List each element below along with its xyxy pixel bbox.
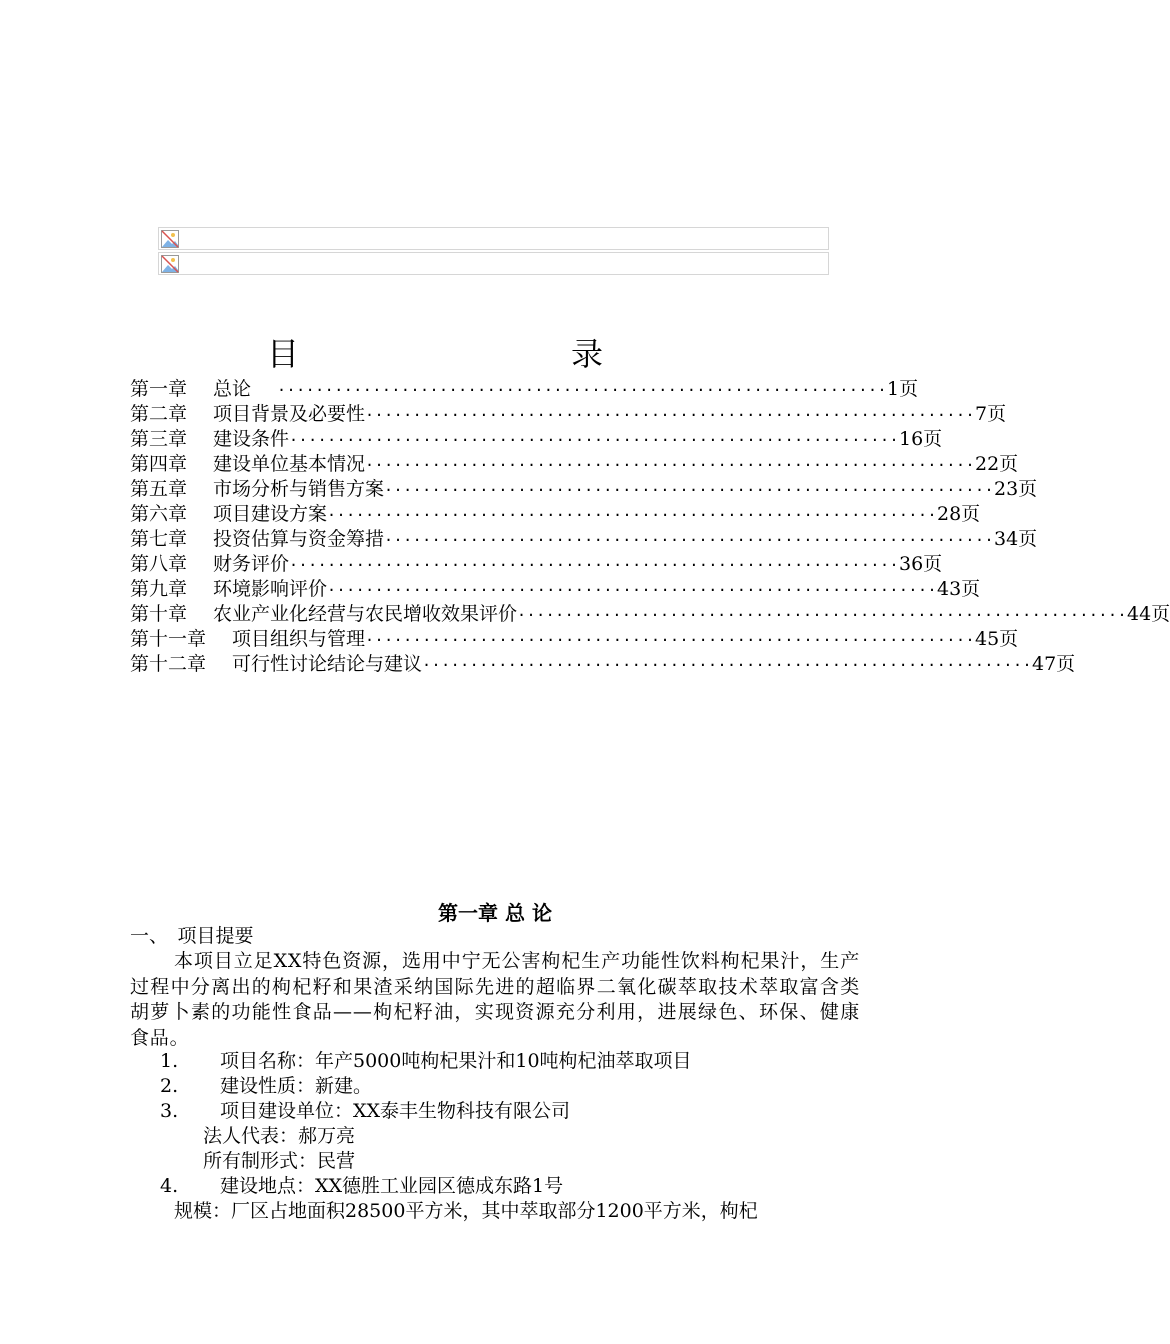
toc-chapter: 第六章: [130, 503, 188, 525]
toc-chapter: 第十一章: [130, 628, 207, 650]
toc-list: [130, 377, 1170, 677]
toc-title: 目 录: [266, 335, 723, 373]
toc-entry[interactable]: [130, 402, 1007, 427]
item-number: 1.: [160, 1050, 179, 1072]
toc-page: 28页: [937, 503, 981, 525]
toc-entry[interactable]: [130, 627, 1019, 652]
section-heading: 一、 项目提要: [130, 925, 254, 947]
toc-page: 36页: [899, 553, 943, 575]
broken-image-icon: [161, 230, 179, 248]
item-number: 2.: [160, 1075, 179, 1097]
toc-page: 47页: [1032, 653, 1076, 675]
scale-text: 规模：厂区占地面积28500平方米，其中萃取部分1200平方米，枸杞: [174, 1200, 758, 1222]
toc-chapter: 第七章: [130, 528, 188, 550]
toc-page: 34页: [994, 528, 1038, 550]
toc-entry-title: 农业产业化经营与农民增收效果评价: [213, 603, 518, 625]
ownership-form: 所有制形式：民营: [203, 1150, 356, 1172]
toc-entry[interactable]: [130, 652, 1076, 677]
toc-entry-title: 项目背景及必要性: [213, 403, 366, 425]
toc-page: 44页: [1127, 603, 1170, 625]
toc-chapter: 第一章: [130, 378, 188, 400]
toc-page: 22页: [975, 453, 1019, 475]
toc-chapter: 第十章: [130, 603, 188, 625]
toc-page: 23页: [994, 478, 1038, 500]
toc-leader: ································································: [422, 656, 1032, 674]
toc-chapter: 第九章: [130, 578, 188, 600]
toc-leader: ································································: [327, 581, 937, 599]
toc-leader: ································································: [365, 631, 975, 649]
toc-chapter: 第八章: [130, 553, 188, 575]
toc-leader: ································································: [327, 506, 937, 524]
toc-entry-title: 投资估算与资金筹措: [213, 528, 385, 550]
toc-leader: ································································: [384, 481, 994, 499]
toc-page: 1页: [887, 378, 919, 400]
item-construction-unit: 项目建设单位：XX泰丰生物科技有限公司: [220, 1100, 571, 1122]
toc-entry-title: 项目建设方案: [213, 503, 328, 525]
toc-entry[interactable]: [130, 502, 981, 527]
item-location: 建设地点：XX德胜工业园区德成东路1号: [220, 1175, 564, 1197]
item-number: 3.: [160, 1100, 179, 1122]
toc-entry[interactable]: [130, 527, 1038, 552]
toc-leader: ································································: [277, 381, 887, 399]
toc-entry[interactable]: [130, 477, 1038, 502]
toc-chapter: 第十二章: [130, 653, 207, 675]
toc-chapter: 第三章: [130, 428, 188, 450]
toc-leader: ································································: [517, 606, 1127, 624]
toc-entry[interactable]: [130, 602, 1170, 627]
toc-entry-title: 财务评价: [213, 553, 290, 575]
toc-chapter: 第四章: [130, 453, 188, 475]
image-placeholder-2: [158, 252, 829, 275]
chapter-title: 第一章 总 论: [438, 901, 552, 925]
toc-entry[interactable]: [130, 552, 943, 577]
toc-entry[interactable]: [130, 577, 981, 602]
toc-page: 43页: [937, 578, 981, 600]
toc-entry-title: 建设条件: [213, 428, 290, 450]
item-project-name: 项目名称：年产5000吨枸杞果汁和10吨枸杞油萃取项目: [220, 1050, 692, 1072]
toc-page: 7页: [975, 403, 1007, 425]
toc-entry[interactable]: [130, 377, 919, 402]
toc-leader: ································································: [289, 556, 899, 574]
toc-chapter: 第二章: [130, 403, 188, 425]
toc-entry-title: 环境影响评价: [213, 578, 328, 600]
toc-leader: ································································: [365, 406, 975, 424]
broken-image-icon: [161, 255, 179, 273]
toc-page: 45页: [975, 628, 1019, 650]
toc-leader: ································································: [289, 431, 899, 449]
toc-entry-title: 可行性讨论结论与建议: [232, 653, 423, 675]
item-number: 4.: [160, 1175, 179, 1197]
intro-paragraph: 本项目立足XX特色资源，选用中宁无公害枸杞生产功能性饮料枸杞果汁，生产过程中分离出的枸杞籽和果渣采纳国际先进的超临界二氧化碳萃取技术萃取富含类胡萝卜素的功能性食品——枸杞籽油，实现资源充分利用，进展绿色、环保、健康食品。: [130, 950, 860, 1049]
toc-entry[interactable]: [130, 427, 943, 452]
toc-page: 16页: [899, 428, 943, 450]
toc-entry-title: 市场分析与销售方案: [213, 478, 385, 500]
legal-representative: 法人代表：郝万亮: [203, 1125, 356, 1147]
item-construction-nature: 建设性质：新建。: [220, 1075, 373, 1097]
toc-chapter: 第五章: [130, 478, 188, 500]
toc-entry-title: 项目组织与管理: [232, 628, 366, 650]
toc-entry-title: 总论: [213, 378, 252, 400]
toc-entry[interactable]: [130, 452, 1019, 477]
image-placeholder-1: [158, 227, 829, 250]
toc-entry-title: 建设单位基本情况: [213, 453, 366, 475]
toc-leader: ································································: [365, 456, 975, 474]
toc-leader: ································································: [384, 531, 994, 549]
